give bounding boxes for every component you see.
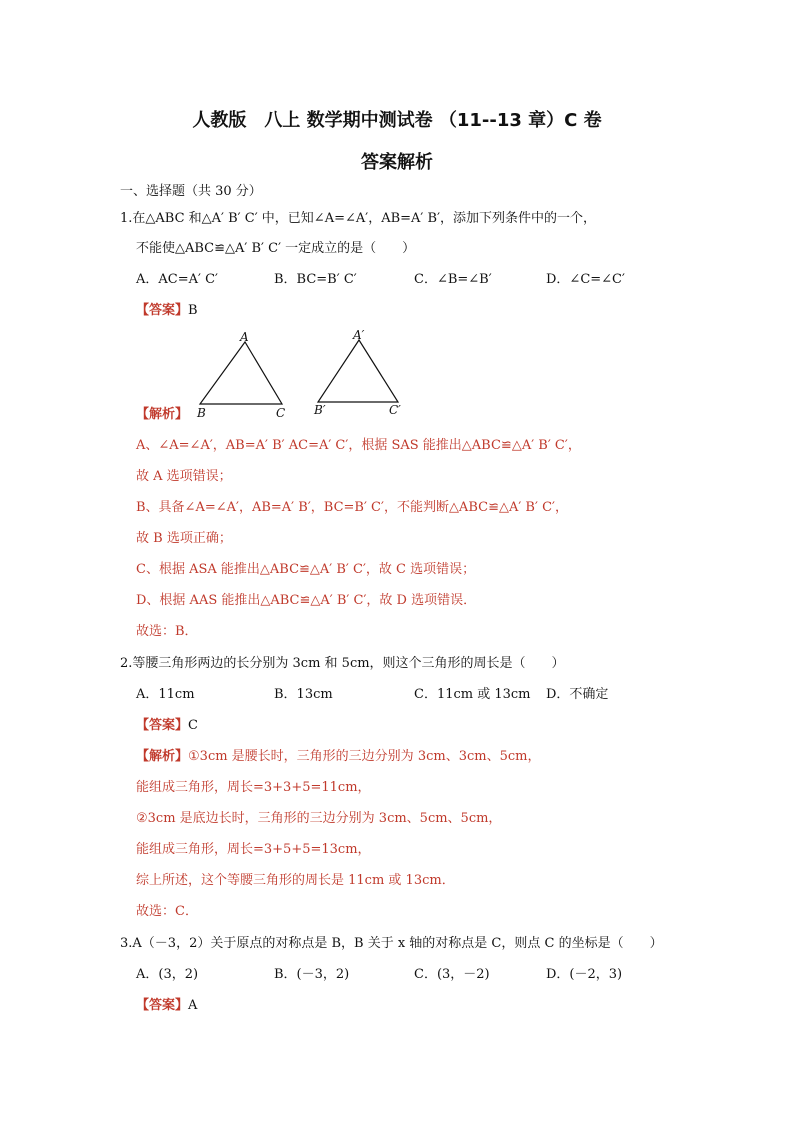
question-1-option-d: D．∠C=∠C′: [546, 272, 625, 287]
document-subtitle: 答案解析: [361, 152, 433, 173]
label-b-prime: B′: [314, 403, 326, 417]
label-c: C: [276, 406, 286, 420]
label-c-prime: C′: [389, 403, 401, 417]
answer-value: B: [188, 303, 198, 318]
label-a: A: [240, 330, 249, 344]
question-1-conclusion: 故选：B．: [136, 624, 198, 639]
answer-value: A: [188, 998, 198, 1013]
question-1-option-b: B．BC=B′ C′: [274, 272, 357, 287]
question-1-answer: [136, 302, 198, 320]
analysis-tag: 【解析】: [136, 749, 189, 764]
question-2-analysis-line: 综上所述，这个等腰三角形的周长是 11cm 或 13cm．: [136, 873, 455, 888]
answer-tag: 【答案】: [136, 303, 189, 318]
analysis-tag: 【解析】: [136, 407, 189, 422]
question-1-stem-line-1: 1.在△ABC 和△A′ B′ C′ 中，已知∠A=∠A′，AB=A′ B′，添加下列条件中的一个，: [120, 211, 597, 226]
section-heading: 一、选择题（共 30 分）: [120, 184, 262, 199]
triangle-abc-prime: [318, 340, 398, 402]
question-1-analysis-line: B、具备∠A=∠A′，AB=A′ B′，BC=B′ C′，不能判断△ABC≌△A′ B′ C′，: [136, 500, 568, 515]
question-3-option-d: D．(－2，3): [546, 967, 623, 982]
question-2-answer: [136, 717, 198, 735]
answer-tag: 【答案】: [136, 718, 189, 733]
question-1-stem-line-2: 不能使△ABC≌△A′ B′ C′ 一定成立的是（ ）: [136, 241, 416, 256]
question-2-option-b: B．13cm: [274, 687, 333, 702]
question-2-analysis-first-line: [136, 748, 540, 766]
question-2-analysis-line: ②3cm 是底边长时，三角形的三边分别为 3cm、5cm、5cm，: [136, 811, 502, 826]
question-3-answer: [136, 997, 197, 1015]
label-b: B: [197, 406, 206, 420]
question-1-analysis-line: D、根据 AAS 能推出△ABC≌△A′ B′ C′，故 D 选项错误．: [136, 593, 477, 608]
question-3-option-a: A．(3，2): [136, 967, 199, 982]
triangle-abc: [200, 342, 282, 404]
congruent-triangles-figure: [190, 330, 420, 422]
question-1-option-c: C．∠B=∠B′: [414, 272, 492, 287]
question-1-analysis-tag: [136, 406, 188, 424]
question-1-analysis-line: A、∠A=∠A′，AB=A′ B′ AC=A′ C′，根据 SAS 能推出△ABC≌△A′ B′ C′，: [136, 438, 581, 453]
question-1-analysis-line: 故 A 选项错误；: [136, 469, 232, 484]
question-2-analysis-line: 能组成三角形，周长=3+5+5=13cm，: [136, 842, 371, 857]
question-1-analysis-line: 故 B 选项正确；: [136, 531, 232, 546]
label-a-prime: A′: [353, 330, 365, 342]
question-3-stem: 3.A（－3，2）关于原点的对称点是 B，B 关于 x 轴的对称点是 C，则点 C 的坐标是（ ）: [120, 936, 663, 951]
question-3-option-b: B．(－3，2): [274, 967, 350, 982]
question-3-option-c: C．(3，－2): [414, 967, 490, 982]
question-1-option-a: A．AC=A′ C′: [136, 272, 218, 287]
question-2-stem: 2.等腰三角形两边的长分别为 3cm 和 5cm，则这个三角形的周长是（ ）: [120, 656, 565, 671]
question-2-option-d: D．不确定: [546, 687, 609, 702]
answer-value: C: [188, 718, 198, 733]
question-2-option-a: A．11cm: [136, 687, 195, 702]
question-2-conclusion: 故选：C．: [136, 904, 198, 919]
question-2-analysis-line: 能组成三角形，周长=3+3+5=11cm，: [136, 780, 371, 795]
document-title: 人教版 八上 数学期中测试卷 （11--13 章）C 卷: [192, 110, 602, 131]
answer-tag: 【答案】: [136, 998, 189, 1013]
question-1-analysis-line: C、根据 ASA 能推出△ABC≌△A′ B′ C′，故 C 选项错误；: [136, 562, 476, 577]
analysis-line: ①3cm 是腰长时，三角形的三边分别为 3cm、3cm、5cm，: [188, 749, 541, 764]
question-2-option-c: C．11cm 或 13cm: [414, 687, 531, 702]
